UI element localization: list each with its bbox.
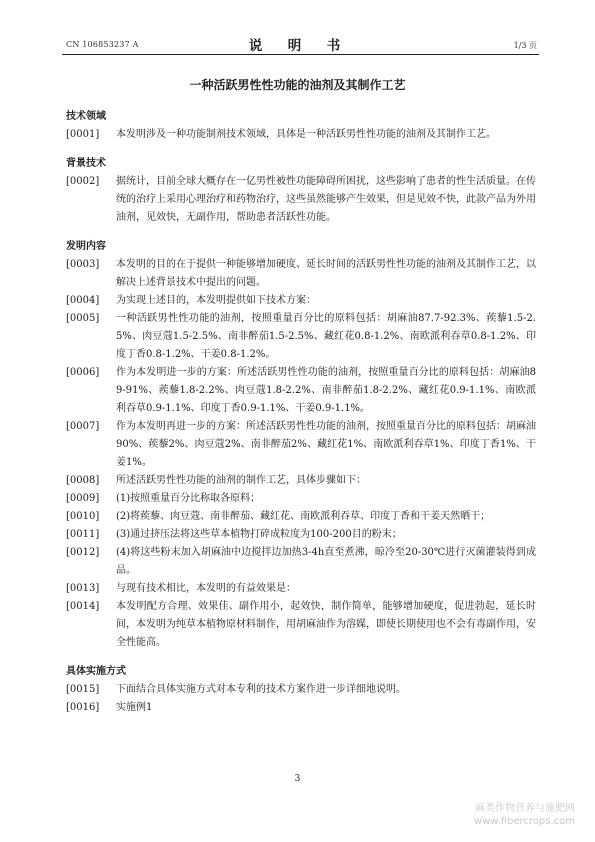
document-body bbox=[66, 108, 536, 717]
paragraph-text: 与现有技术相比，本发明的有益效果是： bbox=[116, 583, 296, 594]
paragraph bbox=[66, 173, 536, 227]
paragraph bbox=[66, 418, 536, 472]
paragraph bbox=[66, 310, 536, 364]
paragraph-number: [0010] bbox=[66, 511, 100, 522]
header-divider bbox=[62, 54, 539, 55]
paragraph-number: [0001] bbox=[66, 129, 100, 140]
watermark bbox=[474, 802, 575, 828]
paragraph bbox=[66, 126, 536, 144]
paragraph-number: [0004] bbox=[66, 295, 100, 306]
section-heading: 技术领域 bbox=[66, 111, 106, 122]
document-title: 一种活跃男性性功能的油剂及其制作工艺 bbox=[189, 78, 406, 92]
section-heading: 发明内容 bbox=[66, 241, 106, 252]
paragraph-number: [0008] bbox=[66, 475, 100, 486]
paragraph-number: [0012] bbox=[66, 547, 100, 558]
paragraph bbox=[66, 598, 536, 652]
paragraph bbox=[66, 292, 536, 310]
paragraph-number: [0015] bbox=[66, 684, 100, 695]
paragraph-text: (3)通过挤压法将这些草本植物打碎成粒度为100-200目的粉末； bbox=[116, 529, 402, 540]
paragraph-text: (2)将蒺藜、肉豆蔻、南非醉茄、藏红花、南欧派利吞草、印度丁香和干姜天然晒干； bbox=[116, 511, 491, 522]
doc-type-title: 说 明 书 bbox=[248, 38, 347, 54]
paragraph bbox=[66, 472, 536, 490]
watermark-site-name: 麻类作物营养与施肥网 bbox=[475, 803, 575, 814]
paragraph-number: [0014] bbox=[66, 601, 100, 612]
paragraph bbox=[66, 699, 536, 717]
paragraph-text: 为实现上述目的，本发明提供如下技术方案： bbox=[116, 295, 316, 306]
paragraph bbox=[66, 526, 536, 544]
paragraph-text: 下面结合具体实施方式对本专利的技术方案作进一步详细地说明。 bbox=[116, 684, 406, 695]
paragraph bbox=[66, 364, 536, 418]
page-indicator: 1/3 页 bbox=[513, 41, 537, 50]
paragraph-text: 一种活跃男性性功能的油剂，按照重量百分比的原料包括：胡麻油87.7-92.3%、蒺藜1.5-2.5%、肉豆蔻1.5-2.5%、南非醉茄1.5-2.5%、藏红花0.8-1.2%、南欧派利吞草0.8-1.2%、印度丁香0.8-1.2%、干姜0.8-1.2%。 bbox=[116, 313, 536, 360]
section-heading: 背景技术 bbox=[66, 158, 106, 169]
paragraph-text: 所述活跃男性性功能的油剂的制作工艺，具体步骤如下： bbox=[116, 475, 366, 486]
paragraph-number: [0013] bbox=[66, 583, 100, 594]
paragraph-text: 本发明的目的在于提供一种能够增加硬度、延长时间的活跃男性性功能的油剂及其制作工艺，以解决上述背景技术中提出的问题。 bbox=[116, 259, 536, 288]
paragraph-number: [0007] bbox=[66, 421, 100, 432]
paragraph bbox=[66, 508, 536, 526]
paragraph-text: 作为本发明再进一步的方案：所述活跃男性性功能的油剂，按照重量百分比的原料包括：胡麻油90%、蒺藜2%、肉豆蔻2%、南非醉茄2%、藏红花1%、南欧派利吞草1%、印度丁香1%、干姜1%。 bbox=[116, 421, 536, 468]
watermark-url: www.fibercrops.com bbox=[473, 816, 575, 827]
paragraph-number: [0005] bbox=[66, 313, 100, 324]
paragraph-text: (4)将这些粉末加入胡麻油中边搅拌边加热3-4h直至煮沸，晾冷至20-30℃进行灭菌灌装得到成品。 bbox=[116, 547, 536, 576]
paragraph-number: [0002] bbox=[66, 176, 100, 187]
paragraph bbox=[66, 544, 536, 580]
paragraph-number: [0016] bbox=[66, 702, 100, 713]
paragraph-text: 实施例1 bbox=[116, 702, 153, 713]
paragraph bbox=[66, 490, 536, 508]
paragraph-text: 本发明配方合理、效果佳、副作用小，起效快，制作简单，能够增加硬度，促进勃起，延长时间，本发明为纯草本植物原材料制作，用胡麻油作为溶媒，即使长期使用也不会有毒副作用，安全性能高。 bbox=[116, 601, 536, 648]
paragraph-number: [0003] bbox=[66, 259, 100, 270]
paragraph bbox=[66, 256, 536, 292]
paragraph-text: (1)按照重量百分比称取各原料； bbox=[116, 493, 261, 504]
paragraph-number: [0006] bbox=[66, 367, 100, 378]
section-heading: 具体实施方式 bbox=[66, 666, 126, 677]
paragraph-number: [0009] bbox=[66, 493, 100, 504]
paragraph-text: 据统计，目前全球大概存在一亿男性被性功能障碍所困扰，这些影响了患者的性生活质量。在传统的治疗上采用心理治疗和药物治疗，这些虽然能够产生效果，但是见效不快，此款产品为外用油剂，见效快，无副作用，帮助患者活跃性功能。 bbox=[116, 176, 536, 223]
doc-number: CN 106853237 A bbox=[66, 40, 139, 49]
paragraph bbox=[66, 580, 536, 598]
paragraph bbox=[66, 681, 536, 699]
paragraph-number: [0011] bbox=[66, 529, 100, 540]
paragraph-text: 作为本发明进一步的方案：所述活跃男性性功能的油剂，按照重量百分比的原料包括：胡麻油89-91%、蒺藜1.8-2.2%、肉豆蔻1.8-2.2%、南非醉茄1.8-2.2%、藏红花0.9-1.1%、南欧派利吞草0.9-1.1%、印度丁香0.9-1.1%、干姜0.9-1.1%。 bbox=[116, 367, 536, 414]
paragraph-text: 本发明涉及一种功能制剂技术领域，具体是一种活跃男性性功能的油剂及其制作工艺。 bbox=[116, 129, 496, 140]
page-number: 3 bbox=[294, 774, 301, 784]
